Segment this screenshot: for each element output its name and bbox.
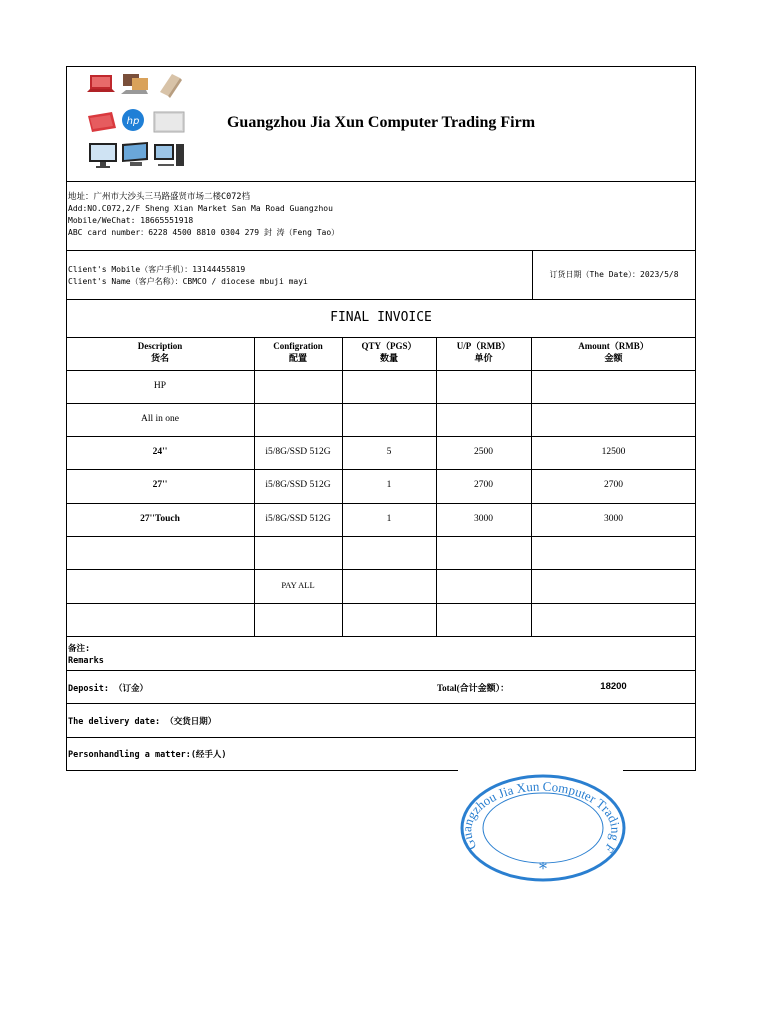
cell-configuration: i5/8G/SSD 512G bbox=[265, 447, 331, 457]
column-header-description: Description 货名 bbox=[137, 341, 183, 363]
mobile-wechat: Mobile/WeChat: 18665551918 bbox=[68, 216, 194, 225]
cell-description: 24'' bbox=[152, 447, 168, 457]
total-label: Total(合计金额）： bbox=[437, 683, 510, 693]
cell-qty bbox=[342, 569, 436, 602]
divider bbox=[66, 250, 696, 251]
cell-configuration: PAY ALL bbox=[281, 580, 315, 590]
cell-qty: 1 bbox=[386, 514, 392, 524]
column-header-unit-price: U/P（RMB） 单价 bbox=[456, 341, 511, 363]
gold-laptop-image bbox=[152, 70, 186, 98]
cell-amount: 3000 bbox=[604, 514, 623, 524]
cell-configuration: i5/8G/SSD 512G bbox=[265, 514, 331, 524]
contact-block bbox=[68, 191, 688, 239]
cell-qty bbox=[342, 370, 436, 403]
cell-qty bbox=[342, 536, 436, 569]
cell-unit-price bbox=[436, 569, 531, 602]
column-header-configuration: Configration 配置 bbox=[273, 341, 323, 363]
company-stamp bbox=[458, 772, 628, 884]
remarks-cn: 备注: bbox=[68, 644, 91, 654]
cell-amount bbox=[531, 603, 696, 636]
total-value: 18200 bbox=[600, 681, 627, 692]
cell-description bbox=[66, 569, 254, 602]
address-cn: 地址：广州市大沙头三马路盛贤市场二楼C072档 bbox=[68, 192, 250, 202]
red-laptop-image bbox=[84, 72, 118, 100]
client-name: Client's Name（客户名称）：CBMCO / diocese mbuji mayi bbox=[68, 277, 308, 286]
cell-description bbox=[66, 536, 254, 569]
bank-card: ABC card number：6228 4500 8810 0304 279 封 涛（Feng Tao） bbox=[68, 228, 340, 237]
cell-unit-price bbox=[436, 370, 531, 403]
cell-amount: 12500 bbox=[601, 447, 626, 457]
column-header-qty: QTY（PGS） 数量 bbox=[361, 341, 417, 363]
cell-configuration bbox=[254, 536, 342, 569]
person-handling-label: Personhandling a matter:(经手人) bbox=[68, 750, 227, 760]
remarks-en: Remarks bbox=[68, 656, 104, 666]
cell-qty: 1 bbox=[386, 480, 392, 490]
client-mobile: Client's Mobile（客户手机）：13144455819 bbox=[68, 265, 246, 274]
cell-description bbox=[66, 603, 254, 636]
client-block bbox=[68, 264, 528, 288]
cell-unit-price: 2700 bbox=[474, 480, 493, 490]
desktop-pc-image bbox=[152, 140, 186, 168]
cell-qty bbox=[342, 603, 436, 636]
company-name: Guangzhou Jia Xun Computer Trading Firm bbox=[226, 114, 536, 131]
divider bbox=[66, 670, 696, 671]
cell-unit-price bbox=[436, 403, 531, 436]
remarks bbox=[68, 643, 104, 667]
hp-monitor-image bbox=[86, 140, 120, 168]
delivery-date-label: The delivery date: （交货日期） bbox=[68, 717, 217, 727]
cell-description: All in one bbox=[141, 414, 179, 424]
cell-configuration bbox=[254, 603, 342, 636]
deposit-label: Deposit: （订金） bbox=[68, 684, 149, 694]
cell-qty: 5 bbox=[386, 447, 392, 457]
divider bbox=[66, 181, 696, 182]
cell-unit-price: 3000 bbox=[474, 514, 493, 524]
stamp-star-icon: * bbox=[539, 859, 547, 878]
divider bbox=[532, 250, 533, 299]
divider bbox=[66, 703, 696, 704]
cell-description: HP bbox=[153, 381, 167, 391]
all-in-one-image bbox=[118, 140, 152, 168]
invoice-title: FINAL INVOICE bbox=[330, 310, 432, 325]
divider bbox=[66, 737, 696, 738]
cell-amount: 2700 bbox=[604, 480, 623, 490]
address-en: Add:NO.C072,2/F Sheng Xian Market San Ma Road Guangzhou bbox=[68, 204, 333, 213]
cell-configuration bbox=[254, 370, 342, 403]
cell-amount bbox=[531, 569, 696, 602]
order-date: 订货日期（The Date）：2023/5/8 bbox=[549, 270, 679, 279]
cell-configuration bbox=[254, 403, 342, 436]
divider bbox=[66, 299, 696, 300]
hp-laptops-image bbox=[118, 70, 152, 98]
cell-description: 27'' bbox=[152, 480, 168, 490]
column-header-amount: Amount（RMB） 金额 bbox=[578, 341, 649, 363]
svg-text:hp: hp bbox=[126, 116, 140, 127]
cell-unit-price bbox=[436, 603, 531, 636]
cell-amount bbox=[531, 403, 696, 436]
cell-unit-price: 2500 bbox=[474, 447, 493, 457]
cell-amount bbox=[531, 370, 696, 403]
cell-amount bbox=[531, 536, 696, 569]
divider bbox=[66, 337, 696, 338]
divider bbox=[66, 636, 696, 637]
cell-configuration: i5/8G/SSD 512G bbox=[265, 480, 331, 490]
stamp-text: Guangzhou Jia Xun Computer Trading F bbox=[459, 778, 624, 856]
cell-qty bbox=[342, 403, 436, 436]
cell-description: 27''Touch bbox=[140, 514, 180, 524]
cell-unit-price bbox=[436, 536, 531, 569]
